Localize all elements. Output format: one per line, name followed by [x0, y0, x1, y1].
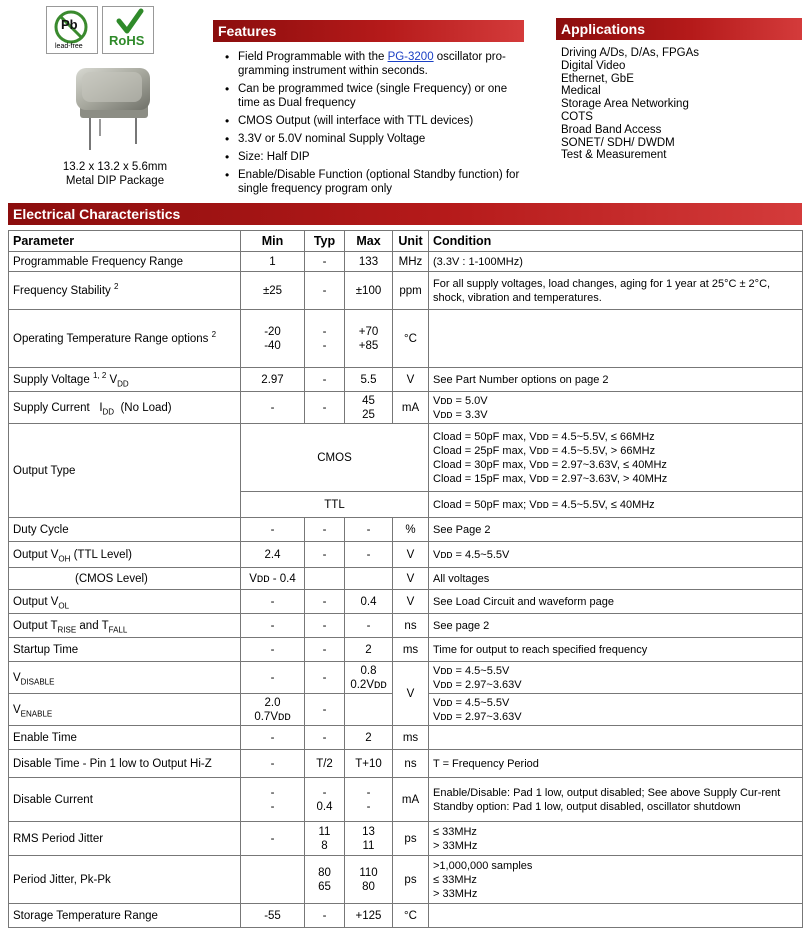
param-cell: Supply Voltage $^{1, 2}$ $V_{DD}$ [9, 368, 241, 392]
electrical-characteristics-heading: Electrical Characteristics [8, 203, 802, 225]
table-row: Storage Temperature Range -55 - +125 °C [9, 904, 803, 928]
table-row: TTL Cload = 50pF max; Vᴅᴅ = 4.5~5.5V, ≤ 40MHz [9, 492, 803, 518]
param-cell: Disable Current [9, 778, 241, 822]
package-image [70, 64, 156, 154]
param-cell: (CMOS Level) [9, 568, 241, 590]
application-item: SONET/ SDH/ DWDM [561, 136, 675, 149]
param-cell: Enable Time [9, 726, 241, 750]
param-cell: Operating Temperature Range options $^2$ [9, 310, 241, 368]
param-cell: Frequency Stability $^2$ [9, 272, 241, 310]
param-cell: Output Type [9, 424, 241, 518]
pg-3200-link[interactable]: PG-3200 [387, 51, 434, 63]
output-cmos: CMOS [241, 424, 429, 492]
table-row: Frequency Stability $^2$ ±25 - ±100 ppm For all supply voltages, load changes, aging for 1 year at 25°C ± 2°C, shock, vibration and temperatures. [9, 272, 803, 310]
package-dimensions: 13.2 x 13.2 x 5.6mm [62, 161, 168, 173]
param-cell: Storage Temperature Range [9, 904, 241, 928]
param-cell: $V_{ENABLE}$ [9, 694, 241, 726]
table-row: Enable Time - - 2 ms [9, 726, 803, 750]
applications-heading: Applications [556, 18, 802, 40]
param-cell: Programmable Frequency Range [9, 252, 241, 272]
table-row: Supply Voltage $^{1, 2}$ $V_{DD}$ 2.97 - 5.5 V See Part Number options on page 2 [9, 368, 803, 392]
feature-item: • 3.3V or 5.0V nominal Supply Voltage [222, 132, 522, 146]
header-min: Min [241, 231, 305, 252]
param-cell: Output $V_{OH}$ (TTL Level) [9, 542, 241, 568]
table-row: Duty Cycle - - - % See Page 2 [9, 518, 803, 542]
feature-item: • Size: Half DIP [222, 150, 522, 164]
header-condition: Condition [429, 231, 803, 252]
table-header-row [9, 231, 803, 252]
table-row: Startup Time - - 2 ms Time for output to reach specified frequency [9, 638, 803, 662]
header-parameter: Parameter [9, 231, 241, 252]
applications-list [561, 47, 699, 162]
header-typ: Typ [305, 231, 345, 252]
application-item: Digital Video [561, 59, 626, 72]
rohs-label: RoHS [109, 33, 145, 48]
features-heading: Features [213, 20, 524, 42]
table-row: Output $T_{RISE}$ and $T_{FALL}$ - - - ns See page 2 [9, 614, 803, 638]
certification-badges [46, 6, 154, 54]
application-item: Driving A/Ds, D/As, FPGAs [561, 47, 700, 59]
table-row: Disable Time - Pin 1 low to Output Hi-Z - T/2 T+10 ns T = Frequency Period [9, 750, 803, 778]
application-item: Broad Band Access [561, 123, 662, 136]
feature-item: • Enable/Disable Function (optional Standby function) for single frequency program only [222, 168, 522, 196]
feature-item: • Can be programmed twice (single Frequency) or one time as Dual frequency [222, 82, 522, 110]
application-item: Medical [561, 85, 601, 98]
application-item: Test & Measurement [561, 149, 667, 162]
param-cell: Period Jitter, Pk-Pk [9, 856, 241, 904]
table-row: RMS Period Jitter - 11 8 13 11 ps ≤ 33MHz > 33MHz [9, 822, 803, 856]
features-list [222, 50, 522, 200]
package-caption [40, 160, 190, 188]
metal-dip-package-illustration [70, 64, 156, 154]
table-row: Supply Current $I_{DD}$ (No Load) - - 45 25 mA Vᴅᴅ = 5.0V Vᴅᴅ = 3.3V [9, 392, 803, 424]
param-cell: $V_{DISABLE}$ [9, 662, 241, 694]
table-row: Disable Current - - - 0.4 - - mA Enable/Disable: Pad 1 low, output disabled; See above Supply Cur-rent Standby option: Pad 1 low, output disabled, oscillator shutdown [9, 778, 803, 822]
param-cell: Output $T_{RISE}$ and $T_{FALL}$ [9, 614, 241, 638]
application-item: Storage Area Networking [561, 98, 689, 111]
lead-free-badge [46, 6, 98, 54]
lead-free-label: lead-free [55, 43, 83, 50]
param-cell: Output $V_{OL}$ [9, 590, 241, 614]
table-row: Programmable Frequency Range 1 - 133 MHz (3.3V : 1-100MHz) [9, 252, 803, 272]
param-cell: Duty Cycle [9, 518, 241, 542]
feature-item: • CMOS Output (will interface with TTL devices) [222, 114, 522, 128]
application-item: COTS [561, 110, 593, 123]
table-row: Output $V_{OH}$ (TTL Level) 2.4 - - V Vᴅᴅ = 4.5~5.5V [9, 542, 803, 568]
table-row: $V_{ENABLE}$ 2.0 0.7Vᴅᴅ - Vᴅᴅ = 4.5~5.5V Vᴅᴅ = 2.97~3.63V [9, 694, 803, 726]
param-cell: RMS Period Jitter [9, 822, 241, 856]
application-item: Ethernet, GbE [561, 72, 634, 85]
electrical-characteristics-table [8, 230, 803, 928]
rohs-badge [102, 6, 154, 54]
param-cell: Disable Time - Pin 1 low to Output Hi-Z [9, 750, 241, 778]
table-row: Output Type CMOS Cload = 50pF max, Vᴅᴅ = 4.5~5.5V, ≤ 66MHz Cload = 25pF max, Vᴅᴅ = 4.5~5.5V, > 66MHz Cload = 30pF max, Vᴅᴅ = 2.97~3.63V, ≤ 40MHz Cload = 15pF max, Vᴅᴅ = 2.97~3.63V, > 40MHz [9, 424, 803, 492]
table-row: (CMOS Level) Vᴅᴅ - 0.4 V All voltages [9, 568, 803, 590]
header-unit: Unit [393, 231, 429, 252]
table-row: Operating Temperature Range options $^2$ -20 -40 - - +70 +85 °C [9, 310, 803, 368]
pb-symbol: Pb [61, 17, 78, 32]
table-row: Period Jitter, Pk-Pk 80 65 110 80 ps >1,000,000 samples ≤ 33MHz > 33MHz [9, 856, 803, 904]
param-cell: Startup Time [9, 638, 241, 662]
header-max: Max [345, 231, 393, 252]
table-row: $V_{DISABLE}$ - - 0.8 0.2Vᴅᴅ V Vᴅᴅ = 4.5~5.5V Vᴅᴅ = 2.97~3.63V [9, 662, 803, 694]
output-ttl: TTL [241, 492, 429, 518]
table-row: Output $V_{OL}$ - - 0.4 V See Load Circuit and waveform page [9, 590, 803, 614]
feature-item: • Field Programmable with the PG-3200 oscillator pro-gramming instrument within seconds. [222, 50, 522, 78]
package-type: Metal DIP Package [65, 175, 165, 187]
param-cell: Supply Current $I_{DD}$ (No Load) [9, 392, 241, 424]
